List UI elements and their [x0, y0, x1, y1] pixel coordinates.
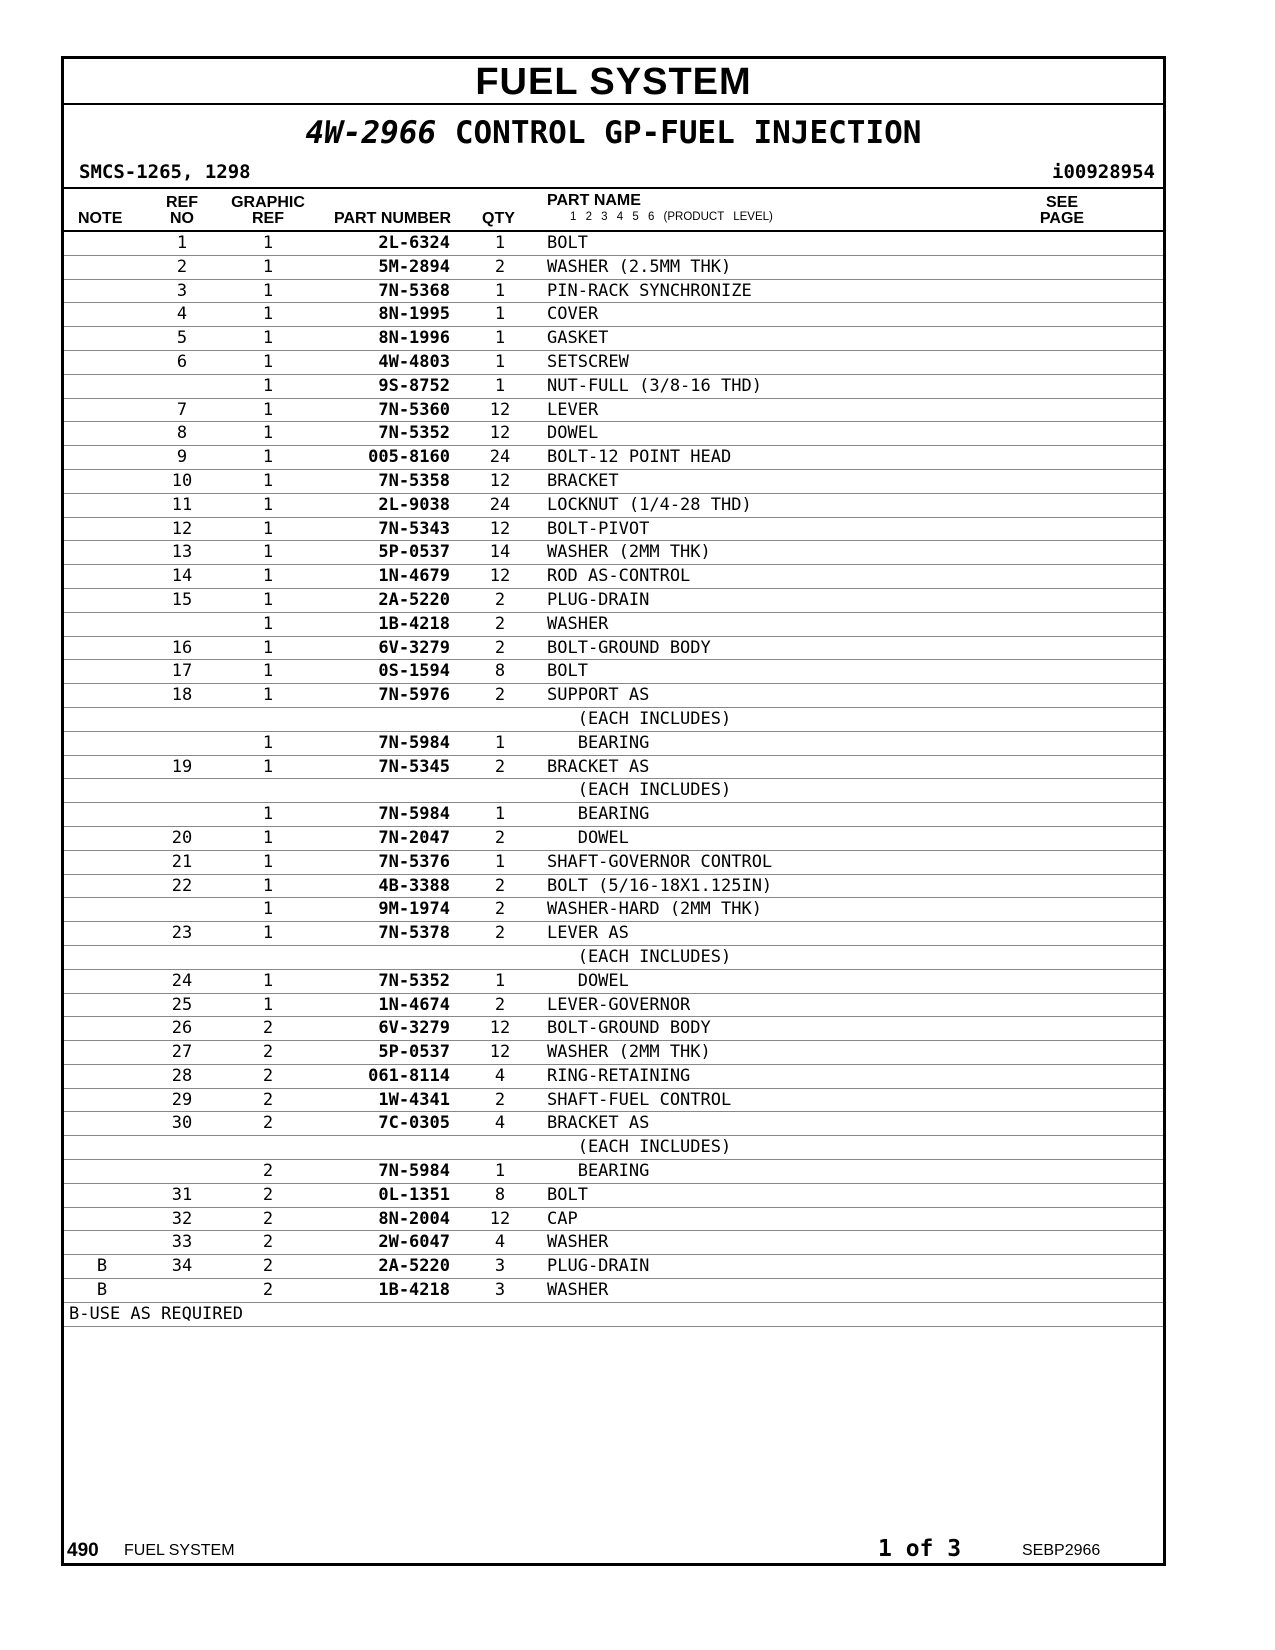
cell-pn: 9S-8752: [378, 375, 450, 396]
cell-qty: 1: [494, 851, 506, 872]
table-row: [64, 1065, 1163, 1089]
cell-qty: 2: [494, 613, 506, 634]
cell-ref: 10: [171, 470, 193, 491]
cell-pn: 8N-2004: [378, 1208, 450, 1229]
cell-qty: 12: [489, 1018, 511, 1039]
cell-ref: 24: [171, 970, 193, 991]
cell-pn: 4W-4803: [378, 351, 450, 372]
cell-qty: 1: [494, 732, 506, 753]
table-row: [64, 779, 1163, 803]
smcs-code: SMCS-1265, 1298: [79, 161, 251, 183]
page-footer: [0, 1538, 1275, 1568]
table-row: [64, 660, 1163, 684]
cell-gref: 1: [262, 589, 274, 610]
cell-pn: 1W-4341: [378, 1089, 450, 1110]
cell-gref: 1: [262, 566, 274, 587]
table-row: [64, 1231, 1163, 1255]
cell-gref: 2: [262, 1184, 274, 1205]
cell-ref: 22: [171, 875, 193, 896]
cell-pn: 0S-1594: [378, 661, 450, 682]
cell-gref: 1: [262, 470, 274, 491]
table-row: [64, 994, 1163, 1018]
cell-qty: 2: [494, 756, 506, 777]
cell-note: B: [96, 1256, 108, 1277]
cell-gref: 1: [262, 423, 274, 444]
cell-ref: 2: [176, 256, 188, 277]
cell-qty: 1: [494, 970, 506, 991]
table-row: [64, 375, 1163, 399]
illustration-id: i00928954: [1052, 161, 1155, 183]
cell-pn: 1N-4674: [378, 994, 450, 1015]
cell-gref: 1: [262, 827, 274, 848]
cell-pn: 005-8160: [368, 447, 450, 468]
cell-gref: 1: [262, 447, 274, 468]
table-row: [64, 637, 1163, 661]
cell-name: BOLT-12 POINT HEAD: [547, 447, 732, 468]
cell-qty: 2: [494, 994, 506, 1015]
cell-ref: 21: [171, 851, 193, 872]
table-row: [64, 827, 1163, 851]
cell-name: WASHER: [547, 1232, 609, 1253]
cell-pn: 7N-5984: [378, 732, 450, 753]
cell-ref: 32: [171, 1208, 193, 1229]
table-row: [64, 232, 1163, 256]
cell-pn: 5P-0537: [378, 542, 450, 563]
cell-name: BEARING: [547, 732, 650, 753]
cell-pn: 7N-5358: [378, 470, 450, 491]
note-legend-row: [64, 1303, 1163, 1327]
cell-gref: 1: [262, 685, 274, 706]
cell-name: BOLT: [547, 661, 588, 682]
cell-qty: 2: [494, 875, 506, 896]
cell-pn: 1N-4679: [378, 566, 450, 587]
cell-name: BOLT-PIVOT: [547, 518, 650, 539]
table-row: [64, 1136, 1163, 1160]
cell-qty: 2: [494, 923, 506, 944]
cell-pn: 7N-5343: [378, 518, 450, 539]
cell-gref: 1: [262, 994, 274, 1015]
table-row: [64, 1255, 1163, 1279]
cell-qty: 12: [489, 423, 511, 444]
table-row: [64, 1017, 1163, 1041]
cell-gref: 2: [262, 1161, 274, 1182]
cell-gref: 2: [262, 1280, 274, 1301]
cell-gref: 1: [262, 304, 274, 325]
cell-ref: 18: [171, 685, 193, 706]
table-row: [64, 1279, 1163, 1303]
cell-qty: 8: [494, 1184, 506, 1205]
cell-ref: 26: [171, 1018, 193, 1039]
table-row: [64, 280, 1163, 304]
cell-name: BOLT-GROUND BODY: [547, 637, 711, 658]
cell-pn: 7N-5352: [378, 970, 450, 991]
cell-qty: 12: [489, 470, 511, 491]
col-part-number: PART NUMBER: [334, 210, 452, 227]
cell-name: (EACH INCLUDES): [547, 780, 732, 801]
cell-qty: 4: [494, 1065, 506, 1086]
cell-name: WASHER (2MM THK): [547, 1042, 711, 1063]
cell-gref: 2: [262, 1065, 274, 1086]
table-row: [64, 732, 1163, 756]
cell-pn: 5M-2894: [378, 256, 450, 277]
table-row: [64, 946, 1163, 970]
cell-ref: 3: [176, 280, 188, 301]
cell-pn: 4B-3388: [378, 875, 450, 896]
cell-qty: 3: [494, 1256, 506, 1277]
cell-ref: 33: [171, 1232, 193, 1253]
cell-ref: 16: [171, 637, 193, 658]
cell-gref: 1: [262, 970, 274, 991]
table-row: [64, 898, 1163, 922]
cell-gref: 1: [262, 756, 274, 777]
cell-pn: 0L-1351: [378, 1184, 450, 1205]
section-title: FUEL SYSTEM: [64, 59, 1163, 105]
cell-ref: 9: [176, 447, 188, 468]
cell-qty: 12: [489, 518, 511, 539]
table-row: [64, 541, 1163, 565]
cell-pn: 8N-1996: [378, 328, 450, 349]
cell-gref: 1: [262, 637, 274, 658]
cell-ref: 11: [171, 494, 193, 515]
cell-gref: 1: [262, 542, 274, 563]
cell-name: BRACKET AS: [547, 756, 650, 777]
cell-pn: 7N-5984: [378, 804, 450, 825]
table-row: [64, 1184, 1163, 1208]
cell-gref: 1: [262, 875, 274, 896]
cell-gref: 1: [262, 494, 274, 515]
cell-ref: 6: [176, 351, 188, 372]
cell-gref: 1: [262, 613, 274, 634]
cell-ref: 25: [171, 994, 193, 1015]
cell-gref: 1: [262, 518, 274, 539]
cell-gref: 1: [262, 256, 274, 277]
cell-pn: 1B-4218: [378, 613, 450, 634]
table-row: [64, 327, 1163, 351]
cell-ref: 15: [171, 589, 193, 610]
cell-gref: 1: [262, 899, 274, 920]
cell-ref: 13: [171, 542, 193, 563]
cell-name: ROD AS-CONTROL: [547, 566, 691, 587]
cell-gref: 1: [262, 375, 274, 396]
cell-name: WASHER-HARD (2MM THK): [547, 899, 762, 920]
cell-ref: 7: [176, 399, 188, 420]
table-row: [64, 803, 1163, 827]
col-ref-no-1: REF: [166, 194, 198, 211]
cell-ref: 19: [171, 756, 193, 777]
cell-qty: 1: [494, 351, 506, 372]
cell-pn: 2L-9038: [378, 494, 450, 515]
cell-name: (EACH INCLUDES): [547, 1137, 732, 1158]
cell-pn: 1B-4218: [378, 1280, 450, 1301]
cell-name: PIN-RACK SYNCHRONIZE: [547, 280, 752, 301]
cell-gref: 1: [262, 661, 274, 682]
cell-ref: 8: [176, 423, 188, 444]
table-row: [64, 518, 1163, 542]
cell-name: BEARING: [547, 804, 650, 825]
group-title: [64, 105, 1163, 151]
cell-qty: 12: [489, 399, 511, 420]
cell-note: B: [96, 1280, 108, 1301]
cell-qty: 12: [489, 1208, 511, 1229]
cell-pn: 2A-5220: [378, 589, 450, 610]
table-row: [64, 875, 1163, 899]
cell-ref: 4: [176, 304, 188, 325]
cell-name: LOCKNUT (1/4-28 THD): [547, 494, 752, 515]
cell-pn: 7N-5352: [378, 423, 450, 444]
cell-gref: 1: [262, 399, 274, 420]
page-of: 1 of 3: [878, 1536, 962, 1562]
cell-name: PLUG-DRAIN: [547, 1256, 650, 1277]
cell-name: NUT-FULL (3/8-16 THD): [547, 375, 762, 396]
cell-pn: 6V-3279: [378, 1018, 450, 1039]
cell-gref: 2: [262, 1256, 274, 1277]
cell-gref: 2: [262, 1208, 274, 1229]
cell-name: WASHER (2MM THK): [547, 542, 711, 563]
cell-pn: 7N-5368: [378, 280, 450, 301]
table-row: [64, 494, 1163, 518]
cell-qty: 12: [489, 1042, 511, 1063]
table-row: [64, 399, 1163, 423]
cell-ref: 20: [171, 827, 193, 848]
cell-name: DOWEL: [547, 423, 599, 444]
cell-pn: 8N-1995: [378, 304, 450, 325]
cell-ref: 29: [171, 1089, 193, 1110]
cell-gref: 2: [262, 1089, 274, 1110]
parts-table: [64, 232, 1163, 1303]
cell-qty: 1: [494, 375, 506, 396]
cell-name: (EACH INCLUDES): [547, 708, 732, 729]
cell-gref: 1: [262, 804, 274, 825]
cell-name: BRACKET: [547, 470, 619, 491]
cell-gref: 1: [262, 328, 274, 349]
cell-gref: 2: [262, 1232, 274, 1253]
cell-pn: 2A-5220: [378, 1256, 450, 1277]
cell-name: BRACKET AS: [547, 1113, 650, 1134]
cell-name: BEARING: [547, 1161, 650, 1182]
table-row: [64, 1208, 1163, 1232]
cell-ref: 27: [171, 1042, 193, 1063]
cell-qty: 2: [494, 637, 506, 658]
table-row: [64, 589, 1163, 613]
col-note: NOTE: [78, 210, 123, 227]
note-legend: B-USE AS REQUIRED: [69, 1303, 243, 1324]
group-name: CONTROL GP-FUEL INJECTION: [436, 115, 922, 151]
cell-ref: 17: [171, 661, 193, 682]
cell-ref: 30: [171, 1113, 193, 1134]
page-number: 490: [67, 1540, 99, 1561]
cell-ref: 28: [171, 1065, 193, 1086]
cell-qty: 2: [494, 589, 506, 610]
cell-name: GASKET: [547, 328, 609, 349]
table-row: [64, 1160, 1163, 1184]
cell-name: SETSCREW: [547, 351, 629, 372]
cell-pn: 5P-0537: [378, 1042, 450, 1063]
table-row: [64, 470, 1163, 494]
table-row: [64, 1041, 1163, 1065]
parts-list-frame: [61, 56, 1166, 1566]
cell-name: WASHER: [547, 1280, 609, 1301]
table-row: [64, 565, 1163, 589]
cell-qty: 24: [489, 447, 511, 468]
group-number: 4W-2966: [305, 115, 437, 151]
cell-ref: 23: [171, 923, 193, 944]
cell-ref: 31: [171, 1184, 193, 1205]
table-row: [64, 1089, 1163, 1113]
cell-ref: 1: [176, 233, 188, 253]
cell-name: BOLT: [547, 1184, 588, 1205]
cell-gref: 1: [262, 351, 274, 372]
table-row: [64, 422, 1163, 446]
cell-name: BOLT-GROUND BODY: [547, 1018, 711, 1039]
cell-gref: 1: [262, 732, 274, 753]
cell-qty: 14: [489, 542, 511, 563]
cell-pn: 7N-5376: [378, 851, 450, 872]
cell-pn: 7C-0305: [378, 1113, 450, 1134]
col-part-name: PART NAME: [547, 192, 641, 209]
cell-name: CAP: [547, 1208, 578, 1229]
cell-name: BOLT (5/16-18X1.125IN): [547, 875, 773, 896]
cell-name: (EACH INCLUDES): [547, 946, 732, 967]
col-graphic-ref-1: GRAPHIC: [231, 194, 305, 211]
cell-name: DOWEL: [547, 827, 629, 848]
cell-qty: 3: [494, 1280, 506, 1301]
table-row: [64, 708, 1163, 732]
footer-section: FUEL SYSTEM: [124, 1542, 235, 1559]
table-row: [64, 1112, 1163, 1136]
table-row: [64, 256, 1163, 280]
table-row: [64, 446, 1163, 470]
col-qty: QTY: [482, 210, 515, 227]
cell-qty: 1: [494, 328, 506, 349]
cell-qty: 4: [494, 1232, 506, 1253]
cell-qty: 2: [494, 256, 506, 277]
cell-name: WASHER: [547, 613, 609, 634]
cell-pn: 7N-5360: [378, 399, 450, 420]
cell-name: LEVER-GOVERNOR: [547, 994, 691, 1015]
cell-ref: 5: [176, 328, 188, 349]
cell-qty: 1: [494, 304, 506, 325]
col-product-levels: 1 2 3 4 5 6 (PRODUCT LEVEL): [570, 211, 773, 223]
cell-qty: 24: [489, 494, 511, 515]
doc-id: SEBP2966: [1022, 1542, 1101, 1559]
group-info: [64, 151, 1163, 189]
cell-name: BOLT: [547, 233, 588, 253]
cell-name: WASHER (2.5MM THK): [547, 256, 732, 277]
cell-name: DOWEL: [547, 970, 629, 991]
cell-pn: 061-8114: [368, 1065, 450, 1086]
cell-ref: 12: [171, 518, 193, 539]
cell-name: LEVER AS: [547, 923, 629, 944]
cell-qty: 2: [494, 899, 506, 920]
cell-qty: 1: [494, 804, 506, 825]
cell-gref: 1: [262, 923, 274, 944]
table-row: [64, 970, 1163, 994]
cell-qty: 4: [494, 1113, 506, 1134]
cell-pn: 9M-1974: [378, 899, 450, 920]
cell-name: SHAFT-GOVERNOR CONTROL: [547, 851, 773, 872]
cell-name: SHAFT-FUEL CONTROL: [547, 1089, 732, 1110]
cell-gref: 1: [262, 233, 274, 253]
cell-pn: 7N-2047: [378, 827, 450, 848]
cell-qty: 2: [494, 685, 506, 706]
cell-pn: 2L-6324: [378, 233, 450, 253]
cell-gref: 1: [262, 851, 274, 872]
cell-qty: 1: [494, 233, 506, 253]
cell-gref: 1: [262, 280, 274, 301]
cell-gref: 2: [262, 1042, 274, 1063]
col-see-page-1: SEE: [1045, 194, 1078, 211]
cell-qty: 2: [494, 1089, 506, 1110]
cell-gref: 2: [262, 1018, 274, 1039]
cell-ref: 14: [171, 566, 193, 587]
table-row: [64, 756, 1163, 780]
table-row: [64, 613, 1163, 637]
cell-pn: 7N-5984: [378, 1161, 450, 1182]
col-see-page-2: PAGE: [1039, 210, 1085, 227]
cell-name: PLUG-DRAIN: [547, 589, 650, 610]
table-row: [64, 351, 1163, 375]
cell-name: RING-RETAINING: [547, 1065, 691, 1086]
cell-name: COVER: [547, 304, 599, 325]
cell-qty: 1: [494, 1161, 506, 1182]
cell-name: LEVER: [547, 399, 599, 420]
cell-qty: 2: [494, 827, 506, 848]
cell-ref: 34: [171, 1256, 193, 1277]
cell-pn: 7N-5976: [378, 685, 450, 706]
cell-pn: 2W-6047: [378, 1232, 450, 1253]
table-row: [64, 922, 1163, 946]
table-row: [64, 684, 1163, 708]
column-headers: [64, 189, 1163, 232]
cell-name: SUPPORT AS: [547, 685, 650, 706]
cell-qty: 12: [489, 566, 511, 587]
cell-gref: 2: [262, 1113, 274, 1134]
table-row: [64, 851, 1163, 875]
cell-pn: 7N-5378: [378, 923, 450, 944]
table-row: [64, 303, 1163, 327]
col-graphic-ref-2: REF: [252, 210, 284, 227]
cell-pn: 7N-5345: [378, 756, 450, 777]
cell-qty: 8: [494, 661, 506, 682]
cell-pn: 6V-3279: [378, 637, 450, 658]
cell-qty: 1: [494, 280, 506, 301]
col-ref-no-2: NO: [170, 210, 194, 227]
